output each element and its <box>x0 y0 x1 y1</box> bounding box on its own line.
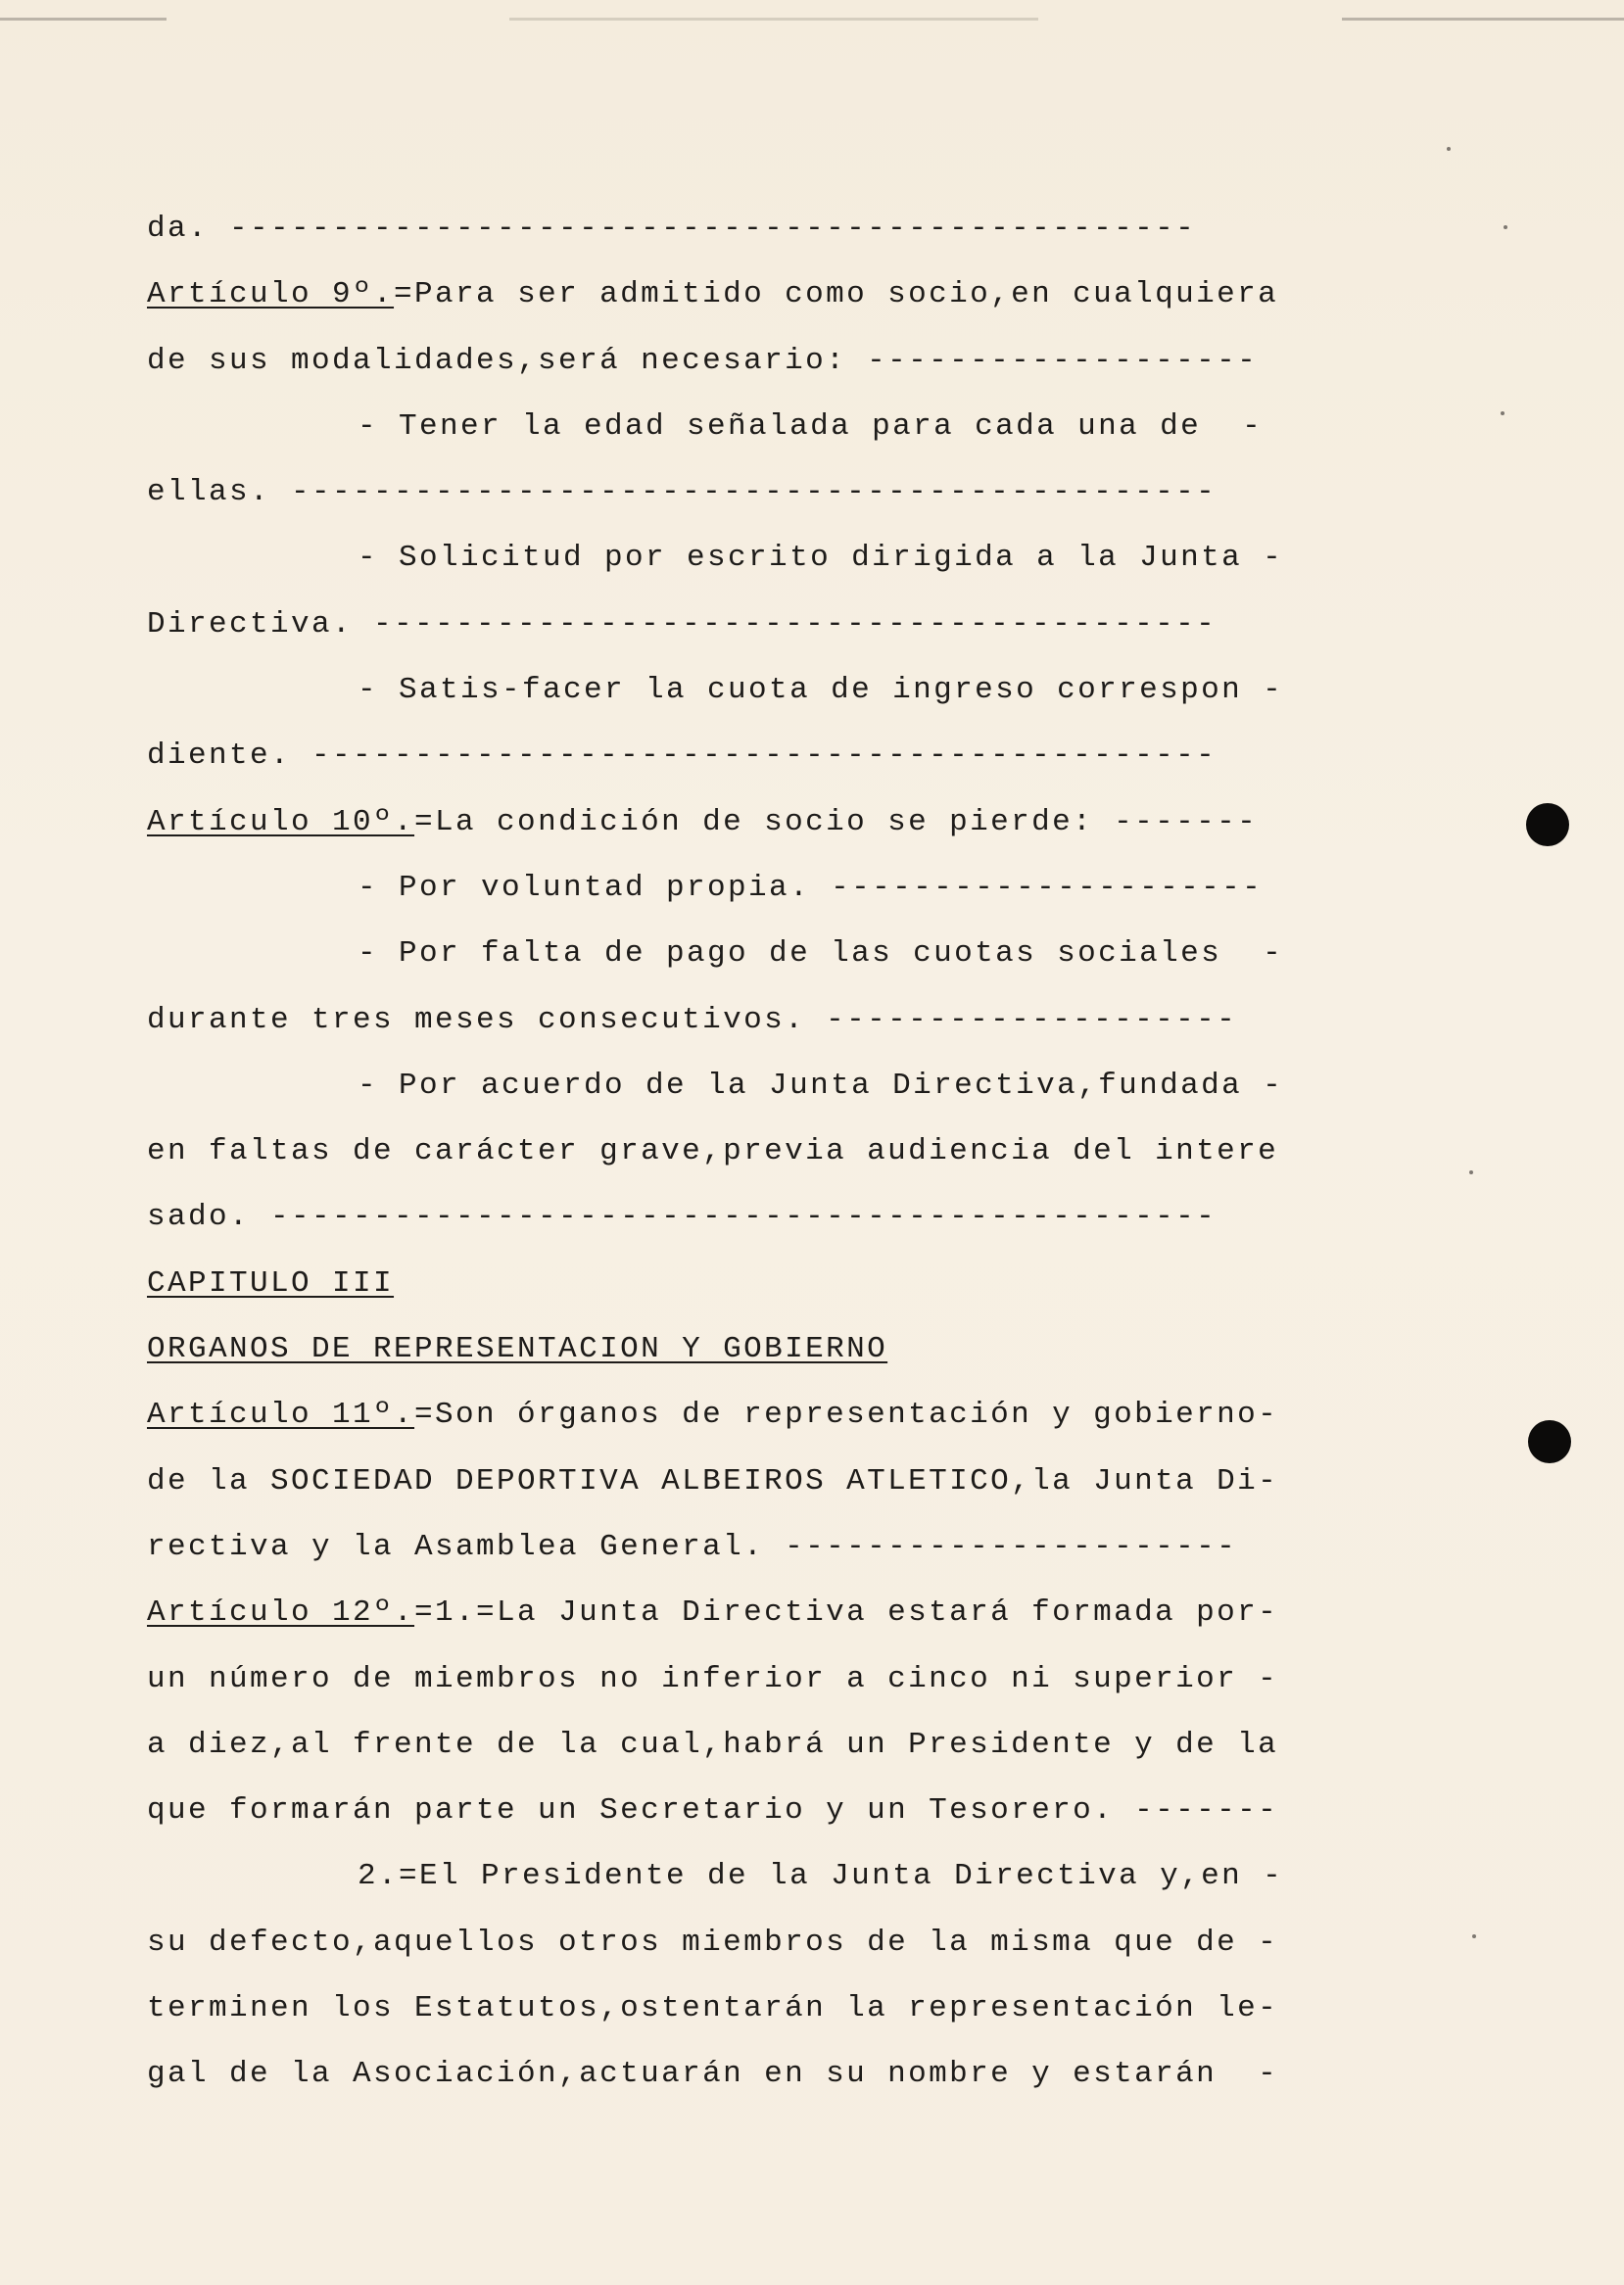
line-text: 2.=El Presidente de la Junta Directiva y,en - <box>358 1859 1284 1894</box>
document-line <box>147 1514 1293 1580</box>
underlined-heading: Artículo 10º. <box>147 804 415 839</box>
line-text: - Tener la edad señalada para cada una de - <box>358 408 1264 444</box>
document-line <box>147 855 1293 921</box>
underlined-heading: Artículo 9º. <box>147 277 395 312</box>
document-line <box>147 1449 1293 1514</box>
line-text: un número de miembros no inferior a cinco ni superior - <box>147 1661 1279 1696</box>
line-text: - Por acuerdo de la Junta Directiva,fundada - <box>358 1068 1284 1103</box>
paper-speck <box>1469 1170 1473 1174</box>
line-text: a diez,al frente de la cual,habrá un Presidente y de la <box>147 1727 1279 1762</box>
document-line <box>147 328 1293 394</box>
document-line <box>147 1382 1293 1448</box>
document-line <box>147 262 1293 327</box>
line-text: de la SOCIEDAD DEPORTIVA ALBEIROS ATLETICO,la Junta Di- <box>147 1463 1279 1499</box>
paper-speck <box>1504 225 1507 229</box>
line-text: - Por voluntad propia. --------------------- <box>358 870 1264 905</box>
line-text: rectiva y la Asamblea General. ---------------------- <box>147 1529 1238 1564</box>
document-line <box>147 1251 1293 1316</box>
underlined-heading: CAPITULO III <box>147 1265 395 1301</box>
document-line <box>147 459 1293 525</box>
underlined-heading: Artículo 11º. <box>147 1398 415 1433</box>
document-line <box>147 1778 1293 1843</box>
document-line <box>147 1712 1293 1778</box>
line-text: sado. ---------------------------------------------- <box>147 1200 1218 1235</box>
line-text: gal de la Asociación,actuarán en su nombre y estarán - <box>147 2057 1279 2092</box>
line-text: da. ----------------------------------------------- <box>147 212 1197 246</box>
document-line <box>147 1976 1293 2041</box>
top-edge-left <box>0 18 167 21</box>
document-line <box>147 592 1293 657</box>
line-text: =Son órganos de representación y gobierno- <box>414 1398 1279 1433</box>
document-line <box>147 1646 1293 1712</box>
document-body <box>147 196 1293 2108</box>
document-line <box>147 394 1293 459</box>
document-line <box>147 1119 1293 1184</box>
paper-speck <box>1472 1934 1476 1938</box>
punch-hole-lower <box>1528 1420 1571 1463</box>
document-line <box>147 525 1293 591</box>
document-line <box>147 1843 1293 1909</box>
paper-speck <box>1501 411 1505 415</box>
document-line <box>147 723 1293 788</box>
document-line <box>147 987 1293 1053</box>
line-text: Directiva. ----------------------------------------- <box>147 606 1218 642</box>
line-text: =La condición de socio se pierde: ------- <box>414 804 1259 839</box>
line-text: durante tres meses consecutivos. -------------------- <box>147 1002 1238 1037</box>
document-line <box>147 1053 1293 1119</box>
document-line <box>147 2041 1293 2107</box>
line-text: de sus modalidades,será necesario: ------------------- <box>147 343 1259 378</box>
line-text: que formarán parte un Secretario y un Tesorero. ------- <box>147 1793 1279 1829</box>
document-line <box>147 657 1293 723</box>
underlined-heading: Artículo 12º. <box>147 1595 415 1631</box>
line-text: terminen los Estatutos,ostentarán la representación le- <box>147 1991 1279 2026</box>
top-edge-center <box>509 18 1038 21</box>
line-text: su defecto,aquellos otros miembros de la misma que de - <box>147 1925 1279 1960</box>
underlined-heading: ORGANOS DE REPRESENTACION Y GOBIERNO <box>147 1332 888 1367</box>
document-line <box>147 1910 1293 1976</box>
line-text: =Para ser admitido como socio,en cualquiera <box>394 277 1279 312</box>
document-line <box>147 196 1293 262</box>
punch-hole-upper <box>1526 803 1569 846</box>
paper-speck <box>1447 147 1451 151</box>
document-line <box>147 1316 1293 1382</box>
line-text: - Solicitud por escrito dirigida a la Junta - <box>358 541 1284 576</box>
line-text: - Satis-facer la cuota de ingreso correspon - <box>358 673 1284 708</box>
line-text: - Por falta de pago de las cuotas sociales - <box>358 936 1284 972</box>
top-edge-right <box>1342 18 1624 21</box>
document-line <box>147 921 1293 986</box>
line-text: =1.=La Junta Directiva estará formada por- <box>414 1595 1279 1631</box>
document-line <box>147 789 1293 855</box>
document-line <box>147 1580 1293 1645</box>
line-text: ellas. --------------------------------------------- <box>147 475 1218 510</box>
document-line <box>147 1184 1293 1250</box>
line-text: diente. -------------------------------------------- <box>147 738 1218 774</box>
line-text: en faltas de carácter grave,previa audiencia del intere <box>147 1134 1279 1169</box>
